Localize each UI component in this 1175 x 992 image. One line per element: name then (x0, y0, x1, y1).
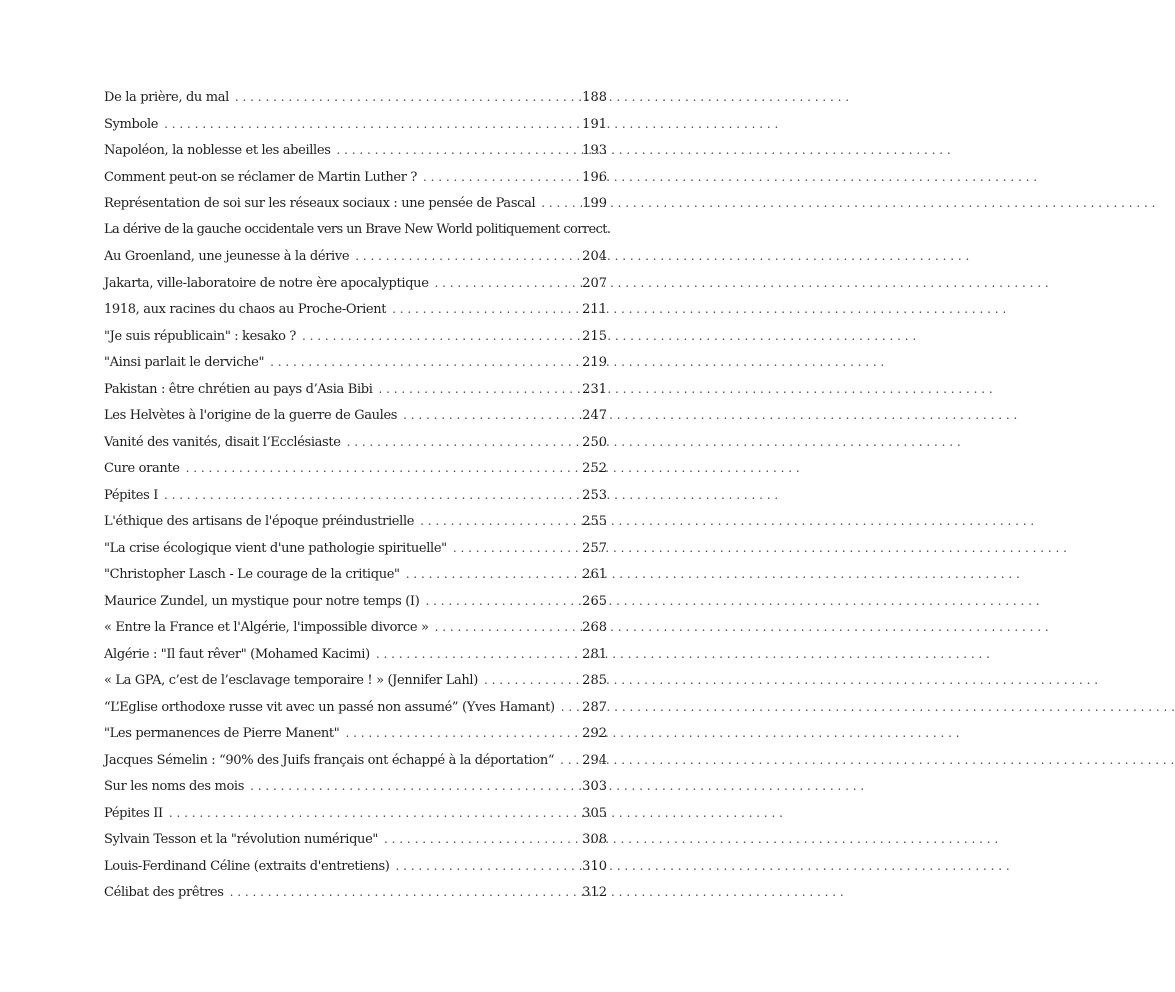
toc-dot-leader (376, 641, 580, 668)
toc-entry[interactable] (104, 561, 607, 588)
toc-dot-leader (396, 853, 581, 880)
toc-page-number: 292 (582, 726, 607, 741)
toc-entry[interactable] (104, 482, 607, 509)
toc-dot-leader (392, 296, 580, 323)
toc-dot-leader (186, 455, 581, 482)
toc-entry[interactable] (104, 164, 607, 191)
toc-page-number: 303 (582, 779, 607, 794)
toc-entry[interactable] (104, 773, 607, 800)
toc-entry[interactable] (104, 217, 611, 244)
toc-page-number: 191 (582, 116, 607, 132)
toc-page-number: 305 (582, 805, 607, 821)
toc-entry[interactable] (104, 243, 607, 270)
toc-entry[interactable] (104, 270, 607, 297)
toc-dot-leader (560, 747, 580, 774)
toc-dot-leader (250, 773, 580, 800)
toc-page-number: 215 (582, 328, 607, 344)
toc-entry[interactable] (104, 402, 607, 429)
toc-page-number: 287 (582, 699, 607, 715)
toc-dot-leader (435, 270, 581, 297)
toc-page-number: 250 (582, 434, 607, 450)
toc-entry-title: La dérive de la gauche occidentale vers un Brave New World politiquement correct. (104, 221, 611, 237)
toc-entry-title: Jakarta, ville-laboratoire de notre ère apocalyptique (104, 275, 429, 291)
toc-entry-title: Les Helvètes à l'origine de la guerre de Gaules (104, 408, 398, 423)
toc-entry-title: 1918, aux racines du chaos au Proche-Orient (104, 302, 387, 317)
toc-page-number: 219 (582, 355, 607, 370)
toc-entry-title: "Je suis républicain" : kesako ? (104, 328, 297, 344)
toc-entry-title: "Ainsi parlait le derviche" (104, 355, 265, 370)
toc-entry-title: Napoléon, la noblesse et les abeilles (104, 143, 331, 158)
toc-entry[interactable] (104, 535, 607, 562)
toc-dot-leader (230, 879, 581, 906)
toc-page-number: 188 (582, 90, 607, 105)
toc-entry-title: Algérie : "Il faut rêver" (Mohamed Kacimi) (104, 646, 370, 662)
toc-dot-leader (169, 800, 580, 827)
toc-page-number: 207 (582, 275, 607, 291)
toc-page-number: 281 (582, 646, 607, 662)
toc-entry[interactable] (104, 376, 607, 403)
toc-dot-leader (453, 535, 580, 562)
toc-entry-title: “L’Eglise orthodoxe russe vit avec un passé non assumé” (Yves Hamant) (104, 699, 555, 715)
toc-page-number: 312 (582, 885, 607, 900)
toc-page-number: 193 (582, 143, 607, 158)
toc-dot-leader (345, 720, 580, 747)
toc-dot-leader (423, 164, 580, 191)
toc-page-number: 308 (582, 832, 607, 847)
toc-dot-leader (164, 111, 580, 138)
toc-entry[interactable] (104, 800, 607, 827)
toc-entry-title: Comment peut-on se réclamer de Martin Luther ? (104, 169, 417, 185)
toc-dot-leader (302, 323, 580, 350)
toc-entry[interactable] (104, 826, 607, 853)
toc-page-number: 231 (582, 381, 607, 397)
toc-entry[interactable] (104, 879, 607, 906)
toc-entry-title: Pakistan : être chrétien au pays d’Asia Bibi (104, 381, 373, 397)
toc-dot-leader (379, 376, 581, 403)
toc-page-number: 265 (582, 593, 607, 609)
toc-entry[interactable] (104, 667, 607, 694)
toc-page-number: 204 (582, 249, 607, 264)
toc-page-number: 253 (582, 487, 607, 503)
toc-entry-title: Représentation de soi sur les réseaux sociaux : une pensée de Pascal (104, 196, 536, 211)
toc-entry[interactable] (104, 747, 607, 774)
toc-dot-leader (384, 826, 580, 853)
toc-dot-leader (270, 349, 580, 376)
toc-page-number: 255 (582, 514, 607, 529)
toc-dot-leader (420, 508, 580, 535)
toc-entry-title: « La GPA, c’est de l’esclavage temporaire ! » (Jennifer Lahl) (104, 673, 478, 688)
toc-entry[interactable] (104, 641, 607, 668)
toc-page-number: 247 (582, 408, 607, 423)
toc-page-number: 261 (582, 567, 607, 582)
toc-page-number: 257 (582, 540, 607, 556)
toc-entry[interactable] (104, 190, 607, 217)
toc-entry[interactable] (104, 720, 607, 747)
toc-dot-leader (541, 190, 580, 217)
toc-dot-leader (347, 429, 581, 456)
toc-entry-title: Jacques Sémelin : “90% des Juifs français ont échappé à la déportation“ (104, 752, 555, 768)
toc-entry[interactable] (104, 84, 607, 111)
toc-entry-title: Symbole (104, 116, 159, 132)
toc-entry[interactable] (104, 508, 607, 535)
toc-page-number: 268 (582, 620, 607, 635)
toc-dot-leader (164, 482, 580, 509)
toc-entry-title: Célibat des prêtres (104, 885, 224, 900)
toc-dot-leader (355, 243, 580, 270)
table-of-contents (104, 84, 611, 906)
toc-page-number: 294 (582, 752, 607, 768)
toc-entry-title: Pépites I (104, 487, 159, 503)
toc-entry[interactable] (104, 323, 607, 350)
toc-page-number: 196 (582, 169, 607, 185)
toc-entry[interactable] (104, 137, 607, 164)
toc-dot-leader (435, 614, 581, 641)
toc-dot-leader (235, 84, 580, 111)
toc-entry-title: Vanité des vanités, disait l’Ecclésiaste (104, 434, 341, 450)
toc-dot-leader (403, 402, 580, 429)
toc-page-number: 211 (582, 302, 607, 317)
toc-entry-title: "Les permanences de Pierre Manent" (104, 726, 340, 741)
toc-entry-title: « Entre la France et l'Algérie, l'impossible divorce » (104, 620, 429, 635)
toc-entry-title: Au Groenland, une jeunesse à la dérive (104, 249, 350, 264)
toc-entry-title: L'éthique des artisans de l'époque préindustrielle (104, 514, 415, 529)
toc-dot-leader (484, 667, 580, 694)
toc-entry[interactable] (104, 429, 607, 456)
toc-dot-leader (561, 694, 580, 721)
toc-entry-title: "Christopher Lasch - Le courage de la critique" (104, 567, 400, 582)
toc-entry[interactable] (104, 455, 607, 482)
toc-entry-title: Sylvain Tesson et la "révolution numérique" (104, 832, 379, 847)
toc-entry-title: Maurice Zundel, un mystique pour notre temps (I) (104, 593, 420, 609)
toc-entry-title: Sur les noms des mois (104, 779, 245, 794)
toc-entry[interactable] (104, 694, 607, 721)
toc-dot-leader (406, 561, 580, 588)
toc-entry-title: De la prière, du mal (104, 90, 229, 105)
toc-entry[interactable] (104, 296, 607, 323)
toc-page-number: 285 (582, 673, 607, 688)
toc-page-number: 310 (582, 858, 607, 874)
toc-page-number: 252 (582, 461, 607, 476)
toc-entry-title: "La crise écologique vient d'une pathologie spirituelle" (104, 540, 447, 556)
toc-page-number: 199 (582, 196, 607, 211)
toc-dot-leader (337, 137, 581, 164)
toc-entry-title: Louis-Ferdinand Céline (extraits d'entretiens) (104, 858, 390, 874)
toc-entry[interactable] (104, 349, 607, 376)
toc-entry[interactable] (104, 111, 607, 138)
toc-entry-title: Pépites II (104, 805, 163, 821)
toc-entry[interactable] (104, 614, 607, 641)
toc-entry-title: Cure orante (104, 461, 180, 476)
toc-entry[interactable] (104, 853, 607, 880)
toc-dot-leader (425, 588, 580, 615)
toc-entry[interactable] (104, 588, 607, 615)
